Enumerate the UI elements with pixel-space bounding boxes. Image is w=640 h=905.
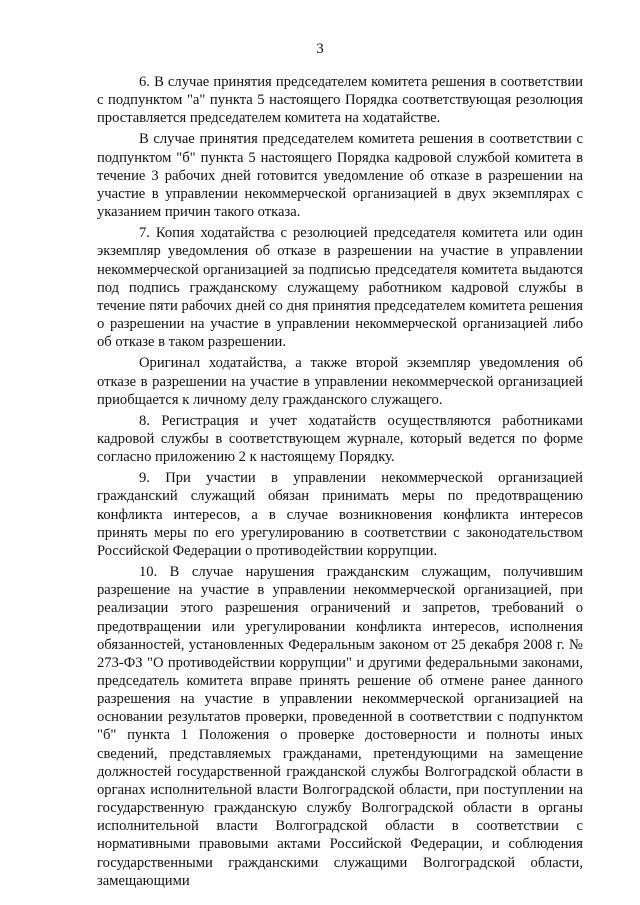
paragraph-10: 10. В случае нарушения гражданским служащим, получившим разрешение на участие в управлении некоммерческой организацией, при реализации этого разрешения ограничений и запретов, требований о предотвращении или урегулировании конфликта интересов, исполнения обязанностей, установленных Федеральным законом от 25 декабря 2008 г. № 273-ФЗ "О противодействии коррупции" и другими федеральными законами, председатель комитета вправе принять решение об отмене ранее данного разрешения на участие в управлении некоммерческой организацией на основании результатов проверки, проведенной в соответствии с подпунктом "б" пункта 1 Положения о проверке достоверности и полноты иных сведений, представляемых гражданами, претендующими на замещение должностей государственной гражданской службы Волгоградской области в органах исполнительной власти Волгоградской области, при поступлении на государственную гражданскую службу Волгоградской области в органы исполнительной власти Волгоградской области в соответствии с нормативными правовыми актами Российской Федерации, и соблюдения государственными гражданскими служащими Волгоградской области, замещающими — [97, 564, 583, 889]
paragraph-7-continued: Оригинал ходатайства, а также второй экземпляр уведомления об отказе в разрешении на участие в управлении некоммерческой организацией приобщается к личному делу гражданского служащего. — [97, 355, 583, 408]
paragraph-7: 7. Копия ходатайства с резолюцией председателя комитета или один экземпляр уведомления об отказе в разрешении на участие в управлении некоммерческой организацией за подписью председателя комитета выдаются под подпись гражданскому служащему работником кадровой службы в течение пяти рабочих дней со дня принятия председателем комитета решения о разрешении на участие в управлении некоммерческой организацией либо об отказе в таком разрешении. — [97, 225, 583, 351]
page-number: 3 — [316, 41, 324, 57]
paragraph-6-continued: В случае принятия председателем комитета решения в соответствии с подпунктом "б" пункта 5 настоящего Порядка кадровой службой комитета в течение 3 рабочих дней готовится уведомление об отказе в разрешении на участие в управлении некоммерческой организацией в двух экземплярах с указанием причин такого отказа. — [97, 131, 583, 221]
paragraph-9: 9. При участии в управлении некоммерческой организацией гражданский служащий обязан принимать меры по предотвращению конфликта интересов, а в случае возникновения конфликта интересов принять меры по его урегулированию в соответствии с законодательством Российской Федерации о противодействии коррупции. — [97, 470, 583, 559]
paragraph-6: 6. В случае принятия председателем комитета решения в соответствии с подпунктом "а" пункта 5 настоящего Порядка соответствующая резолюция проставляется председателем комитета на ходатайстве. — [97, 74, 583, 127]
paragraph-8: 8. Регистрация и учет ходатайств осуществляются работниками кадровой службы в соответствующем журнале, который ведется по форме согласно приложению 2 к настоящему Порядку. — [97, 412, 583, 466]
document-body — [97, 73, 583, 890]
